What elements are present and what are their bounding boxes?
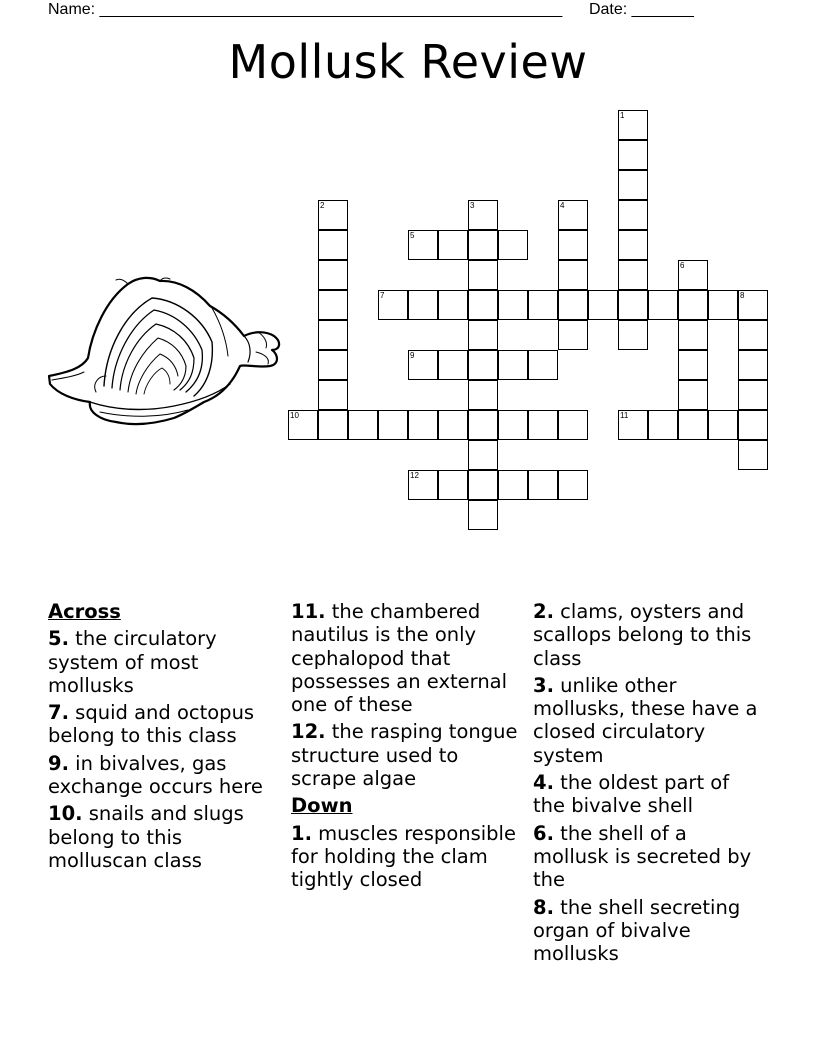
crossword-cell[interactable] <box>438 230 468 260</box>
crossword-cell[interactable] <box>468 290 498 320</box>
clue-number: 5. <box>48 627 69 651</box>
crossword-cell[interactable] <box>648 290 678 320</box>
crossword-cell[interactable] <box>708 290 738 320</box>
crossword-cell[interactable] <box>318 410 348 440</box>
clue-item <box>533 771 765 818</box>
clue-text: the shell secreting organ of bivalve mollusks <box>533 895 741 966</box>
crossword-cell[interactable] <box>408 470 438 500</box>
crossword-cell[interactable] <box>618 140 648 170</box>
clue-text: the circulatory system of most mollusks <box>48 627 217 697</box>
clue-number: 10 <box>290 411 299 420</box>
crossword-cell[interactable] <box>678 350 708 380</box>
crossword-cell[interactable] <box>468 410 498 440</box>
page-title: Mollusk Review <box>228 35 588 89</box>
clue-number: 4 <box>560 201 565 210</box>
crossword-cell[interactable] <box>738 320 768 350</box>
clue-number: 11 <box>620 411 629 420</box>
crossword-cell[interactable] <box>738 350 768 380</box>
crossword-cell[interactable] <box>498 350 528 380</box>
crossword-cell[interactable] <box>378 410 408 440</box>
crossword-cell[interactable] <box>498 230 528 260</box>
clue-item <box>533 822 765 892</box>
crossword-cell[interactable] <box>468 470 498 500</box>
crossword-cell[interactable] <box>468 230 498 260</box>
crossword-cell[interactable] <box>738 380 768 410</box>
crossword-cell[interactable] <box>618 200 648 230</box>
crossword-cell[interactable] <box>438 410 468 440</box>
crossword-cell[interactable] <box>678 260 708 290</box>
crossword-cell[interactable] <box>438 470 468 500</box>
clue-text: squid and octopus belong to this class <box>48 701 255 748</box>
crossword-cell[interactable] <box>468 380 498 410</box>
clue-item <box>533 896 765 966</box>
clue-item <box>533 600 765 670</box>
clue-number: 1 <box>620 111 625 120</box>
clue-number: 11. <box>291 600 326 623</box>
crossword-cell[interactable] <box>558 200 588 230</box>
clue-item <box>291 600 523 716</box>
crossword-cell[interactable] <box>558 320 588 350</box>
crossword-cell[interactable] <box>528 470 558 500</box>
name-label: Name: <box>48 1 100 18</box>
clue-number: 2. <box>533 600 554 623</box>
crossword-cell[interactable] <box>468 260 498 290</box>
crossword-cell[interactable] <box>708 410 738 440</box>
clue-text: clams, oysters and scallops belong to this class <box>533 600 752 670</box>
crossword-cell[interactable] <box>348 410 378 440</box>
clue-number: 8. <box>533 895 554 919</box>
crossword-cell[interactable] <box>558 230 588 260</box>
crossword-cell[interactable] <box>678 380 708 410</box>
clue-text: the rasping tongue structure used to scrape algae <box>291 720 518 791</box>
crossword-cell[interactable] <box>318 350 348 380</box>
clue-number: 6 <box>680 261 685 270</box>
clue-number: 9. <box>48 751 69 775</box>
clue-text: the chambered nautilus is the only cephalopod that possesses an external one of these <box>291 600 508 717</box>
clue-number: 7. <box>48 701 69 725</box>
clue-number: 3 <box>470 201 475 210</box>
crossword-cell[interactable] <box>648 410 678 440</box>
crossword-cell[interactable] <box>558 410 588 440</box>
clue-number: 12 <box>410 471 419 480</box>
clue-item <box>48 802 280 872</box>
down-heading: Down <box>291 794 353 818</box>
crossword-cell[interactable] <box>468 500 498 530</box>
crossword-cell[interactable] <box>618 110 648 140</box>
clue-number: 4. <box>533 771 554 795</box>
clue-number: 9 <box>410 351 415 360</box>
crossword-cell[interactable] <box>318 290 348 320</box>
clue-number: 2 <box>320 201 325 210</box>
crossword-cell[interactable] <box>528 290 558 320</box>
crossword-cell[interactable] <box>468 440 498 470</box>
crossword-cell[interactable] <box>738 440 768 470</box>
clue-text: snails and slugs belong to this molluscan class <box>48 802 244 872</box>
clue-number: 5 <box>410 231 415 240</box>
crossword-cell[interactable] <box>738 410 768 440</box>
crossword-cell[interactable] <box>468 350 498 380</box>
crossword-cell[interactable] <box>558 260 588 290</box>
crossword-cell[interactable] <box>678 290 708 320</box>
crossword-cell[interactable] <box>318 260 348 290</box>
crossword-cell[interactable] <box>408 410 438 440</box>
clues-column-3 <box>533 600 765 969</box>
clue-number: 10. <box>48 802 83 826</box>
clue-number: 12. <box>291 720 326 744</box>
clue-text: the oldest part of the bivalve shell <box>533 771 730 818</box>
crossword-cell[interactable] <box>318 230 348 260</box>
crossword-cell[interactable] <box>618 410 648 440</box>
crossword-cell[interactable] <box>738 290 768 320</box>
clue-number: 7 <box>380 291 385 300</box>
crossword-cell[interactable] <box>618 260 648 290</box>
clue-text: muscles responsible for holding the clam tightly closed <box>291 821 516 892</box>
clue-text: the shell of a mollusk is secreted by the <box>533 821 752 892</box>
clam-shell-icon <box>44 272 284 431</box>
crossword-cell[interactable] <box>468 200 498 230</box>
crossword-cell[interactable] <box>408 290 438 320</box>
clue-number: 1. <box>291 821 312 845</box>
crossword-cell[interactable] <box>438 350 468 380</box>
clue-item <box>48 752 280 799</box>
clue-text: in bivalves, gas exchange occurs here <box>48 751 263 799</box>
clue-number: 8 <box>740 291 745 300</box>
clue-item <box>48 701 280 748</box>
crossword-cell[interactable] <box>318 380 348 410</box>
crossword-cell[interactable] <box>498 470 528 500</box>
crossword-cell[interactable] <box>678 410 708 440</box>
date-label: Date: <box>588 1 632 18</box>
crossword-cell[interactable] <box>618 170 648 200</box>
clue-item <box>291 720 523 790</box>
crossword-cell[interactable] <box>558 470 588 500</box>
crossword-cell[interactable] <box>618 230 648 260</box>
clue-number: 3. <box>533 673 554 697</box>
crossword-cell[interactable] <box>558 290 588 320</box>
date-field[interactable]: _______ <box>631 1 694 18</box>
clue-number: 6. <box>533 821 554 845</box>
crossword-cell[interactable] <box>618 290 648 320</box>
crossword-cell[interactable] <box>528 410 558 440</box>
crossword-cell[interactable] <box>318 200 348 230</box>
crossword-cell[interactable] <box>318 320 348 350</box>
crossword-cell[interactable] <box>408 230 438 260</box>
clues-column-2 <box>291 600 523 896</box>
across-heading: Across <box>48 600 121 623</box>
crossword-cell[interactable] <box>438 290 468 320</box>
crossword-cell[interactable] <box>678 320 708 350</box>
crossword-cell[interactable] <box>588 290 618 320</box>
clue-item <box>533 674 765 767</box>
crossword-cell[interactable] <box>408 350 438 380</box>
crossword-cell[interactable] <box>498 290 528 320</box>
name-field[interactable]: ____________________________________________________ <box>99 1 563 18</box>
crossword-cell[interactable] <box>468 320 498 350</box>
clue-item <box>291 822 523 892</box>
clues-column-1 <box>48 600 280 876</box>
clue-item <box>48 627 280 697</box>
crossword-cell[interactable] <box>618 320 648 350</box>
crossword-cell[interactable] <box>288 410 318 440</box>
crossword-cell[interactable] <box>378 290 408 320</box>
crossword-cell[interactable] <box>528 350 558 380</box>
clue-text: unlike other mollusks, these have a closed circulatory system <box>533 673 758 767</box>
crossword-cell[interactable] <box>498 410 528 440</box>
